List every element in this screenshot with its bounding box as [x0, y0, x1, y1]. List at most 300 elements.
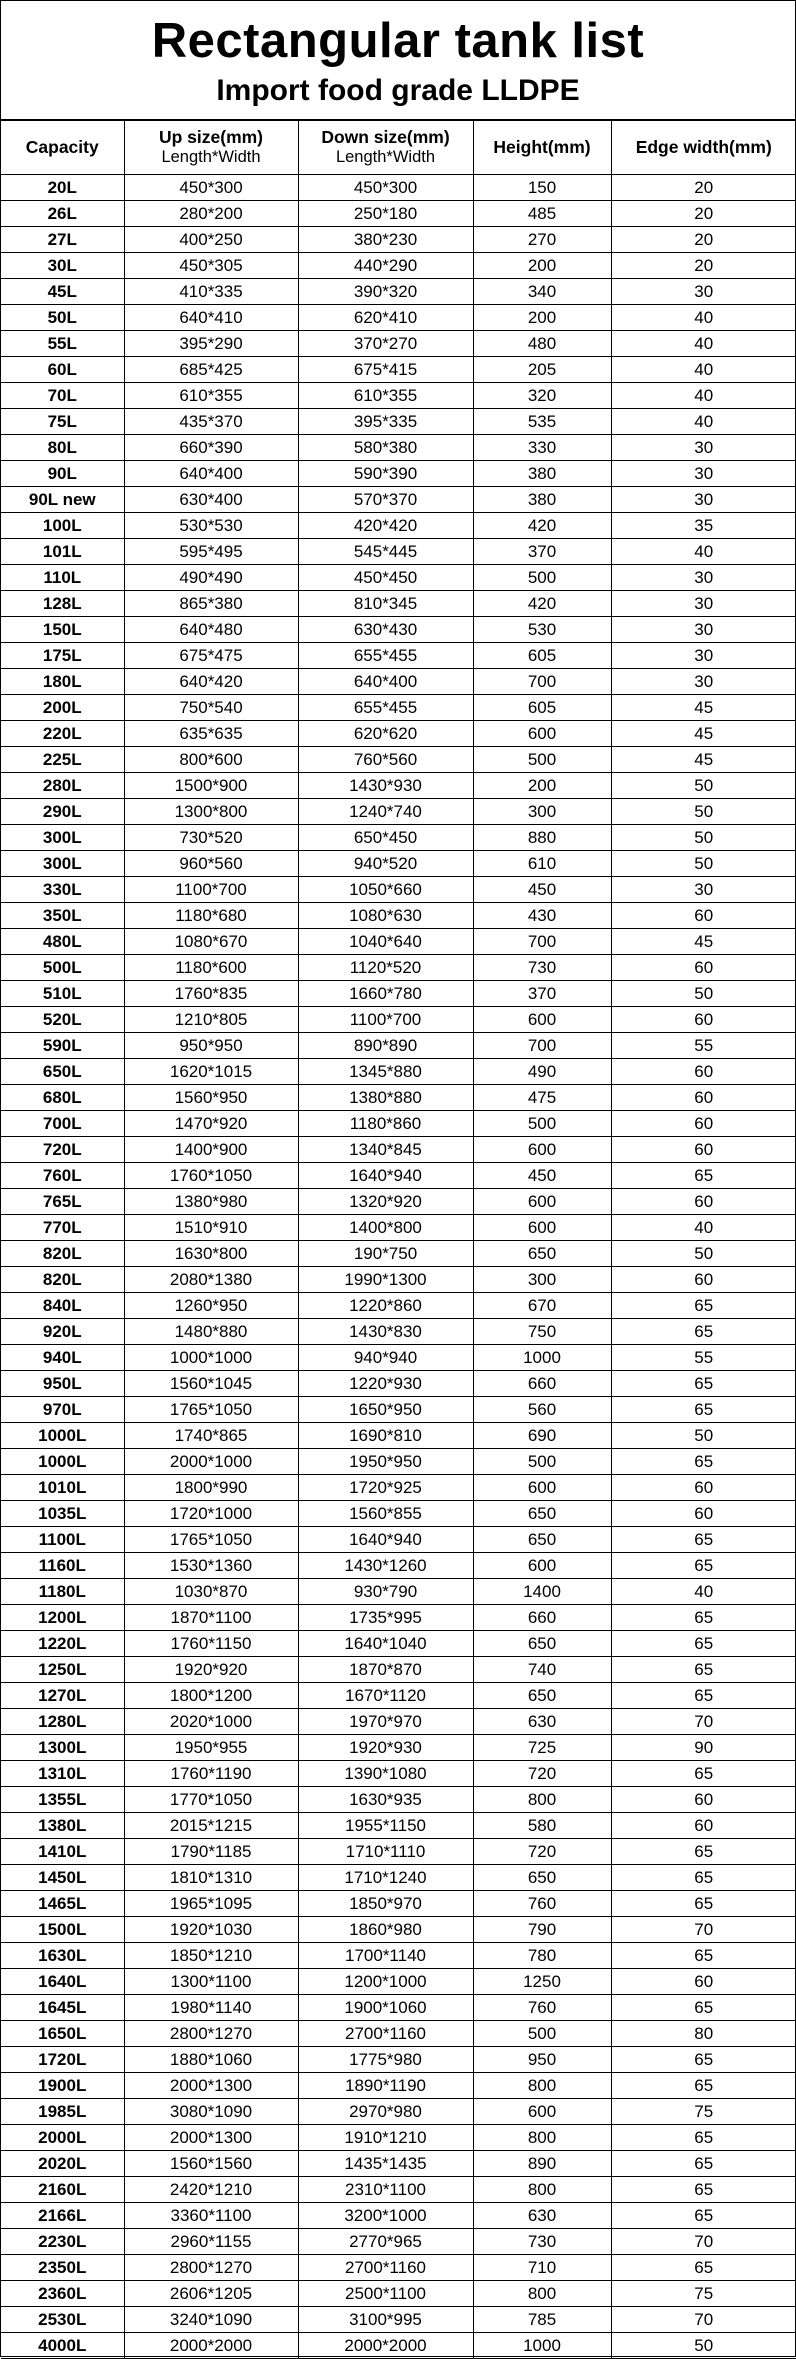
- table-row: [1, 2307, 796, 2333]
- table-row: [1, 1605, 796, 1631]
- capacity-cell: 820L: [1, 1267, 124, 1293]
- up-size-cell: 1850*1210: [124, 1943, 298, 1969]
- edge-width-cell: 55: [611, 1345, 796, 1371]
- height-cell: 605: [473, 695, 611, 721]
- capacity-cell: 27L: [1, 227, 124, 253]
- table-row: [1, 2125, 796, 2151]
- down-size-cell: 1890*1190: [298, 2073, 473, 2099]
- down-size-cell: 1200*1000: [298, 1969, 473, 1995]
- capacity-cell: 940L: [1, 1345, 124, 1371]
- table-row: [1, 2073, 796, 2099]
- down-size-cell: 1970*970: [298, 1709, 473, 1735]
- up-size-cell: 1980*1140: [124, 1995, 298, 2021]
- height-cell: 630: [473, 2203, 611, 2229]
- height-cell: 610: [473, 851, 611, 877]
- height-cell: 500: [473, 1449, 611, 1475]
- up-size-cell: 1400*900: [124, 1137, 298, 1163]
- table-row: [1, 1657, 796, 1683]
- edge-width-cell: 60: [611, 1969, 796, 1995]
- down-size-cell: 1870*870: [298, 1657, 473, 1683]
- down-size-cell: 1220*930: [298, 1371, 473, 1397]
- height-cell: 660: [473, 1605, 611, 1631]
- table-row: [1, 1111, 796, 1137]
- header-down-size: [298, 121, 473, 175]
- capacity-cell: 1250L: [1, 1657, 124, 1683]
- table-row: [1, 591, 796, 617]
- up-size-cell: 450*305: [124, 253, 298, 279]
- up-size-cell: 610*355: [124, 383, 298, 409]
- down-size-cell: 940*520: [298, 851, 473, 877]
- down-size-cell: 450*450: [298, 565, 473, 591]
- capacity-cell: 1280L: [1, 1709, 124, 1735]
- down-size-cell: 395*335: [298, 409, 473, 435]
- edge-width-cell: 50: [611, 799, 796, 825]
- height-cell: 370: [473, 981, 611, 1007]
- capacity-cell: 2000L: [1, 2125, 124, 2151]
- down-size-cell: 1435*1435: [298, 2151, 473, 2177]
- table-row: [1, 1241, 796, 1267]
- table-row: [1, 1943, 796, 1969]
- table-row: [1, 1059, 796, 1085]
- down-size-cell: 390*320: [298, 279, 473, 305]
- capacity-cell: 840L: [1, 1293, 124, 1319]
- capacity-cell: 520L: [1, 1007, 124, 1033]
- down-size-cell: 1050*660: [298, 877, 473, 903]
- edge-width-cell: 60: [611, 1501, 796, 1527]
- table-row: [1, 2099, 796, 2125]
- up-size-cell: 1480*880: [124, 1319, 298, 1345]
- table-row: [1, 461, 796, 487]
- table-row: [1, 1553, 796, 1579]
- down-size-cell: 2700*1160: [298, 2021, 473, 2047]
- height-cell: 780: [473, 1943, 611, 1969]
- up-size-cell: 1180*600: [124, 955, 298, 981]
- edge-width-cell: 30: [611, 487, 796, 513]
- table-row: [1, 643, 796, 669]
- down-size-cell: 440*290: [298, 253, 473, 279]
- table-row: [1, 1085, 796, 1111]
- down-size-cell: 1430*1260: [298, 1553, 473, 1579]
- edge-width-cell: 30: [611, 617, 796, 643]
- edge-width-cell: 30: [611, 435, 796, 461]
- capacity-cell: 200L: [1, 695, 124, 721]
- height-cell: 600: [473, 1215, 611, 1241]
- height-cell: 430: [473, 903, 611, 929]
- up-size-cell: 1965*1095: [124, 1891, 298, 1917]
- table-row: [1, 1475, 796, 1501]
- up-size-cell: 1760*1190: [124, 1761, 298, 1787]
- height-cell: 330: [473, 435, 611, 461]
- header-up-size: [124, 121, 298, 175]
- table-row: [1, 1423, 796, 1449]
- height-cell: 500: [473, 565, 611, 591]
- edge-width-cell: 65: [611, 1943, 796, 1969]
- table-row: [1, 513, 796, 539]
- down-size-cell: 675*415: [298, 357, 473, 383]
- down-size-cell: 1240*740: [298, 799, 473, 825]
- up-size-cell: 1030*870: [124, 1579, 298, 1605]
- table-row: [1, 1163, 796, 1189]
- edge-width-cell: 50: [611, 1241, 796, 1267]
- capacity-cell: 590L: [1, 1033, 124, 1059]
- up-size-cell: 1920*920: [124, 1657, 298, 1683]
- down-size-cell: 1345*880: [298, 1059, 473, 1085]
- capacity-cell: 1220L: [1, 1631, 124, 1657]
- up-size-cell: 865*380: [124, 591, 298, 617]
- capacity-cell: 1985L: [1, 2099, 124, 2125]
- down-size-cell: 1640*1040: [298, 1631, 473, 1657]
- table-row: [1, 1839, 796, 1865]
- capacity-cell: 90L: [1, 461, 124, 487]
- edge-width-cell: 65: [611, 1319, 796, 1345]
- edge-width-cell: 65: [611, 1995, 796, 2021]
- height-cell: 650: [473, 1241, 611, 1267]
- table-row: [1, 383, 796, 409]
- down-size-cell: 1220*860: [298, 1293, 473, 1319]
- capacity-cell: 760L: [1, 1163, 124, 1189]
- height-cell: 710: [473, 2255, 611, 2281]
- height-cell: 660: [473, 1371, 611, 1397]
- height-cell: 600: [473, 1553, 611, 1579]
- capacity-cell: 20L: [1, 175, 124, 201]
- edge-width-cell: 65: [611, 1163, 796, 1189]
- up-size-cell: 3360*1100: [124, 2203, 298, 2229]
- edge-width-cell: 40: [611, 409, 796, 435]
- table-row: [1, 487, 796, 513]
- capacity-cell: 350L: [1, 903, 124, 929]
- capacity-cell: 75L: [1, 409, 124, 435]
- header-row: [1, 121, 796, 175]
- up-size-cell: 1790*1185: [124, 1839, 298, 1865]
- capacity-cell: 1720L: [1, 2047, 124, 2073]
- height-cell: 760: [473, 1891, 611, 1917]
- down-size-cell: 1660*780: [298, 981, 473, 1007]
- height-cell: 320: [473, 383, 611, 409]
- down-size-cell: 655*455: [298, 695, 473, 721]
- capacity-cell: 1200L: [1, 1605, 124, 1631]
- height-cell: 730: [473, 955, 611, 981]
- down-size-cell: 1900*1060: [298, 1995, 473, 2021]
- edge-width-cell: 60: [611, 1787, 796, 1813]
- table-row: [1, 1527, 796, 1553]
- up-size-cell: 2000*1300: [124, 2125, 298, 2151]
- header-label: Up size(mm): [158, 127, 264, 147]
- edge-width-cell: 80: [611, 2021, 796, 2047]
- edge-width-cell: 65: [611, 2177, 796, 2203]
- down-size-cell: 1100*700: [298, 1007, 473, 1033]
- down-size-cell: 1700*1140: [298, 1943, 473, 1969]
- height-cell: 490: [473, 1059, 611, 1085]
- down-size-cell: 370*270: [298, 331, 473, 357]
- capacity-cell: 1645L: [1, 1995, 124, 2021]
- edge-width-cell: 60: [611, 955, 796, 981]
- capacity-cell: 1310L: [1, 1761, 124, 1787]
- down-size-cell: 1080*630: [298, 903, 473, 929]
- down-size-cell: 1720*925: [298, 1475, 473, 1501]
- down-size-cell: 1860*980: [298, 1917, 473, 1943]
- height-cell: 560: [473, 1397, 611, 1423]
- table-row: [1, 2255, 796, 2281]
- up-size-cell: 410*335: [124, 279, 298, 305]
- edge-width-cell: 60: [611, 1059, 796, 1085]
- capacity-cell: 1010L: [1, 1475, 124, 1501]
- capacity-cell: 45L: [1, 279, 124, 305]
- up-size-cell: 1560*1560: [124, 2151, 298, 2177]
- height-cell: 700: [473, 1033, 611, 1059]
- height-cell: 1000: [473, 1345, 611, 1371]
- up-size-cell: 1800*1200: [124, 1683, 298, 1709]
- down-size-cell: 1955*1150: [298, 1813, 473, 1839]
- edge-width-cell: 30: [611, 565, 796, 591]
- edge-width-cell: 40: [611, 383, 796, 409]
- height-cell: 750: [473, 1319, 611, 1345]
- up-size-cell: 640*410: [124, 305, 298, 331]
- height-cell: 720: [473, 1839, 611, 1865]
- down-size-cell: 1180*860: [298, 1111, 473, 1137]
- capacity-cell: 1900L: [1, 2073, 124, 2099]
- height-cell: 380: [473, 461, 611, 487]
- down-size-cell: 590*390: [298, 461, 473, 487]
- table-row: [1, 877, 796, 903]
- edge-width-cell: 70: [611, 1917, 796, 1943]
- height-cell: 300: [473, 1267, 611, 1293]
- up-size-cell: 530*530: [124, 513, 298, 539]
- table-row: [1, 955, 796, 981]
- height-cell: 605: [473, 643, 611, 669]
- down-size-cell: 655*455: [298, 643, 473, 669]
- capacity-cell: 100L: [1, 513, 124, 539]
- capacity-cell: 128L: [1, 591, 124, 617]
- up-size-cell: 2800*1270: [124, 2021, 298, 2047]
- up-size-cell: 2960*1155: [124, 2229, 298, 2255]
- up-size-cell: 2606*1205: [124, 2281, 298, 2307]
- edge-width-cell: 30: [611, 669, 796, 695]
- edge-width-cell: 65: [611, 1761, 796, 1787]
- capacity-cell: 650L: [1, 1059, 124, 1085]
- capacity-cell: 1270L: [1, 1683, 124, 1709]
- table-row: [1, 539, 796, 565]
- capacity-cell: 2166L: [1, 2203, 124, 2229]
- table-row: [1, 279, 796, 305]
- up-size-cell: 1810*1310: [124, 1865, 298, 1891]
- up-size-cell: 3080*1090: [124, 2099, 298, 2125]
- down-size-cell: 610*355: [298, 383, 473, 409]
- edge-width-cell: 65: [611, 2151, 796, 2177]
- edge-width-cell: 60: [611, 1813, 796, 1839]
- edge-width-cell: 65: [611, 1553, 796, 1579]
- capacity-cell: 70L: [1, 383, 124, 409]
- up-size-cell: 1760*1150: [124, 1631, 298, 1657]
- up-size-cell: 435*370: [124, 409, 298, 435]
- table-row: [1, 565, 796, 591]
- up-size-cell: 1080*670: [124, 929, 298, 955]
- capacity-cell: 1450L: [1, 1865, 124, 1891]
- down-size-cell: 570*370: [298, 487, 473, 513]
- edge-width-cell: 65: [611, 2047, 796, 2073]
- edge-width-cell: 65: [611, 2125, 796, 2151]
- height-cell: 500: [473, 747, 611, 773]
- up-size-cell: 2420*1210: [124, 2177, 298, 2203]
- capacity-cell: 80L: [1, 435, 124, 461]
- capacity-cell: 1035L: [1, 1501, 124, 1527]
- capacity-cell: 770L: [1, 1215, 124, 1241]
- down-size-cell: 250*180: [298, 201, 473, 227]
- capacity-cell: 330L: [1, 877, 124, 903]
- up-size-cell: 1300*800: [124, 799, 298, 825]
- height-cell: 420: [473, 591, 611, 617]
- edge-width-cell: 60: [611, 1007, 796, 1033]
- capacity-cell: 1410L: [1, 1839, 124, 1865]
- height-cell: 650: [473, 1527, 611, 1553]
- capacity-cell: 110L: [1, 565, 124, 591]
- table-row: [1, 305, 796, 331]
- capacity-cell: 30L: [1, 253, 124, 279]
- height-cell: 200: [473, 253, 611, 279]
- up-size-cell: 1620*1015: [124, 1059, 298, 1085]
- tank-table: [1, 120, 796, 2359]
- height-cell: 600: [473, 721, 611, 747]
- up-size-cell: 1300*1100: [124, 1969, 298, 1995]
- height-cell: 480: [473, 331, 611, 357]
- edge-width-cell: 65: [611, 1865, 796, 1891]
- edge-width-cell: 65: [611, 2255, 796, 2281]
- up-size-cell: 2000*1000: [124, 1449, 298, 1475]
- table-row: [1, 435, 796, 461]
- up-size-cell: 2020*1000: [124, 1709, 298, 1735]
- edge-width-cell: 70: [611, 2307, 796, 2333]
- up-size-cell: 640*400: [124, 461, 298, 487]
- up-size-cell: 1870*1100: [124, 1605, 298, 1631]
- up-size-cell: 280*200: [124, 201, 298, 227]
- capacity-cell: 280L: [1, 773, 124, 799]
- edge-width-cell: 30: [611, 279, 796, 305]
- table-row: [1, 201, 796, 227]
- up-size-cell: 400*250: [124, 227, 298, 253]
- down-size-cell: 580*380: [298, 435, 473, 461]
- down-size-cell: 1690*810: [298, 1423, 473, 1449]
- edge-width-cell: 30: [611, 877, 796, 903]
- capacity-cell: 680L: [1, 1085, 124, 1111]
- edge-width-cell: 65: [611, 1683, 796, 1709]
- edge-width-cell: 60: [611, 1189, 796, 1215]
- edge-width-cell: 30: [611, 643, 796, 669]
- capacity-cell: 2350L: [1, 2255, 124, 2281]
- capacity-cell: 4000L: [1, 2333, 124, 2359]
- page-subtitle: Import food grade LLDPE: [1, 71, 795, 120]
- capacity-cell: 510L: [1, 981, 124, 1007]
- capacity-cell: 950L: [1, 1371, 124, 1397]
- down-size-cell: 1735*995: [298, 1605, 473, 1631]
- edge-width-cell: 65: [611, 1605, 796, 1631]
- down-size-cell: 1990*1300: [298, 1267, 473, 1293]
- up-size-cell: 1100*700: [124, 877, 298, 903]
- table-row: [1, 357, 796, 383]
- capacity-cell: 2020L: [1, 2151, 124, 2177]
- down-size-cell: 930*790: [298, 1579, 473, 1605]
- up-size-cell: 800*600: [124, 747, 298, 773]
- height-cell: 580: [473, 1813, 611, 1839]
- down-size-cell: 1650*950: [298, 1397, 473, 1423]
- table-row: [1, 2151, 796, 2177]
- capacity-cell: 1465L: [1, 1891, 124, 1917]
- up-size-cell: 635*635: [124, 721, 298, 747]
- capacity-cell: 2160L: [1, 2177, 124, 2203]
- capacity-cell: 1300L: [1, 1735, 124, 1761]
- up-size-cell: 640*420: [124, 669, 298, 695]
- height-cell: 450: [473, 877, 611, 903]
- table-row: [1, 1787, 796, 1813]
- capacity-cell: 1180L: [1, 1579, 124, 1605]
- table-row: [1, 1319, 796, 1345]
- edge-width-cell: 60: [611, 1111, 796, 1137]
- down-size-cell: 890*890: [298, 1033, 473, 1059]
- up-size-cell: 1180*680: [124, 903, 298, 929]
- height-cell: 725: [473, 1735, 611, 1761]
- capacity-cell: 1500L: [1, 1917, 124, 1943]
- capacity-cell: 480L: [1, 929, 124, 955]
- table-row: [1, 2229, 796, 2255]
- height-cell: 200: [473, 773, 611, 799]
- down-size-cell: 1320*920: [298, 1189, 473, 1215]
- table-row: [1, 1215, 796, 1241]
- height-cell: 500: [473, 1111, 611, 1137]
- height-cell: 730: [473, 2229, 611, 2255]
- capacity-cell: 225L: [1, 747, 124, 773]
- down-size-cell: 1920*930: [298, 1735, 473, 1761]
- edge-width-cell: 65: [611, 2203, 796, 2229]
- table-row: [1, 1293, 796, 1319]
- down-size-cell: 1390*1080: [298, 1761, 473, 1787]
- height-cell: 785: [473, 2307, 611, 2333]
- up-size-cell: 750*540: [124, 695, 298, 721]
- edge-width-cell: 20: [611, 253, 796, 279]
- height-cell: 535: [473, 409, 611, 435]
- table-row: [1, 2203, 796, 2229]
- height-cell: 890: [473, 2151, 611, 2177]
- capacity-cell: 1000L: [1, 1449, 124, 1475]
- down-size-cell: 1430*830: [298, 1319, 473, 1345]
- capacity-cell: 26L: [1, 201, 124, 227]
- edge-width-cell: 20: [611, 175, 796, 201]
- up-size-cell: 685*425: [124, 357, 298, 383]
- table-row: [1, 1033, 796, 1059]
- capacity-cell: 1650L: [1, 2021, 124, 2047]
- table-row: [1, 1865, 796, 1891]
- edge-width-cell: 65: [611, 1631, 796, 1657]
- height-cell: 630: [473, 1709, 611, 1735]
- edge-width-cell: 75: [611, 2281, 796, 2307]
- down-size-cell: 2500*1100: [298, 2281, 473, 2307]
- up-size-cell: 1765*1050: [124, 1527, 298, 1553]
- up-size-cell: 450*300: [124, 175, 298, 201]
- down-size-cell: 2700*1160: [298, 2255, 473, 2281]
- table-row: [1, 929, 796, 955]
- table-row: [1, 1995, 796, 2021]
- down-size-cell: 1400*800: [298, 1215, 473, 1241]
- table-row: [1, 981, 796, 1007]
- table-row: [1, 903, 796, 929]
- edge-width-cell: 75: [611, 2099, 796, 2125]
- height-cell: 340: [473, 279, 611, 305]
- up-size-cell: 1800*990: [124, 1475, 298, 1501]
- up-size-cell: 1500*900: [124, 773, 298, 799]
- edge-width-cell: 65: [611, 1527, 796, 1553]
- table-row: [1, 1735, 796, 1761]
- edge-width-cell: 45: [611, 929, 796, 955]
- edge-width-cell: 50: [611, 773, 796, 799]
- table-row: [1, 253, 796, 279]
- capacity-cell: 150L: [1, 617, 124, 643]
